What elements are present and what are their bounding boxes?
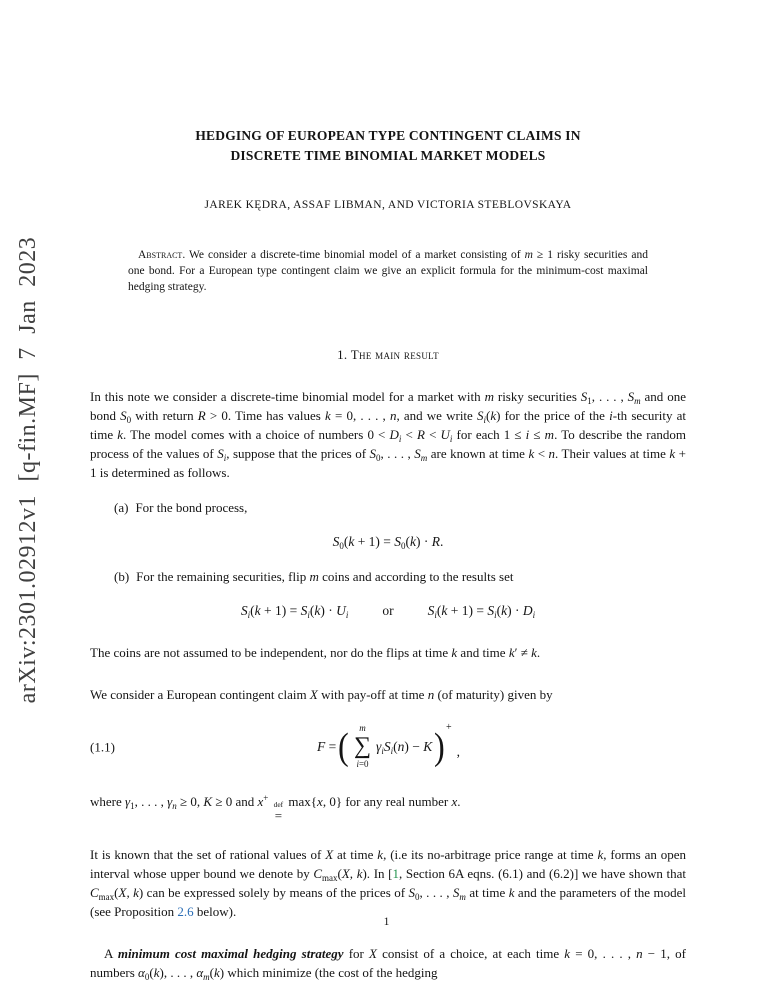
paragraph-rational-values: [90, 845, 686, 921]
equation-1-1-tag: (1.1): [90, 739, 115, 754]
citation-link-1[interactable]: 1: [392, 865, 399, 881]
list-item-b-label: (b): [114, 569, 130, 584]
authors-line: JAREK KĘDRA, ASSAF LIBMAN, AND VICTORIA STEBLOVSKAYA: [204, 199, 572, 211]
p5-text-1: It is known that the set of rational values of X at time k, (i.e its no-arbitrage price range at time k, forms an open interval whose upper bound we denote by $C_{max}(X$, k). In [: [90, 846, 686, 883]
paragraph-model-intro: In this note we consider a discrete-time binomial model for a market with m risky securities $S_1$, . . . , $S_m$ and one bond $S_0$ with return R > 0. Time has values k = 0, . . . , n, and we write $S_i(k)$ for the price of the i-th security at time k. The model comes with a choice of numbers $0 < D_i < R < U_i$ for each 1 ≤ i ≤ m. To describe the random process of the values of $S_i$, suppose that the prices of $S_0$, . . . , $S_m$ are known at time k < n. Their values at time k + 1 is determined as follows.: [90, 389, 687, 480]
p5-text-3: below).: [193, 903, 237, 919]
abstract-text: We consider a discrete-time binomial model of a market consisting of m ≥ 1 risky securities and one bond. For a European type contingent claim we give an explicit formula for the minimum-cost maximal hedging strategy.: [128, 249, 648, 293]
equation-securities-up-down: $S_i(k + 1) = S_i(k) \cdot U_i$ or $S_i(k + 1) = S_i(k) \cdot D_i$: [240, 603, 536, 620]
list-item-a: [90, 498, 686, 517]
abstract: [128, 247, 648, 295]
paper-title: [90, 126, 686, 166]
list-item-a-label: (a): [114, 500, 129, 515]
list-item-b-text: For the remaining securities, flip m coins and according to the results set: [136, 569, 514, 584]
equation-bond-process: $S_0(k + 1) = S_0(k) \cdot R$.: [332, 534, 444, 551]
paper-title-line-2: DISCRETE TIME BINOMIAL MARKET MODELS: [230, 148, 546, 163]
paragraph-min-cost-strategy: A minimum cost maximal hedging strategy for X consist of a choice, at each time k = 0, . . . , n − 1, of numbers $\alpha_0(k)$, . . . , $\alpha_m(k)$ which minimize (the cost of the hedging: [90, 945, 686, 982]
section-heading-1: 1. The main result: [337, 347, 439, 362]
p5-text-2: , Section 6A eqns. (6.1) and (6.2)] we have shown that $C_{max}(X$, k) can be expressed solely by means of the prices of $S_0$, . . . , $S_m$ at time k and the parameters of the model (see Proposition: [90, 865, 686, 919]
abstract-label: Abstract.: [138, 249, 186, 261]
paper-title-line-1: HEDGING OF EUROPEAN TYPE CONTINGENT CLAIMS IN: [195, 128, 581, 143]
paragraph-where-gamma: where $\gamma_1$, . . . , $\gamma_n \ge 0$, K ≥ 0 and x+ def = max{x, 0} for any real number x.: [90, 793, 461, 823]
equation-1-1: [90, 724, 686, 769]
page-number: 1: [383, 916, 390, 928]
list-item-a-text: For the bond process,: [135, 500, 248, 515]
list-item-b: [90, 567, 686, 586]
proposition-2-6-ref-link[interactable]: 2.6: [177, 903, 194, 919]
paragraph-coins: The coins are not assumed to be independent, nor do the flips at time k and time k′ ≠ k.: [90, 645, 541, 660]
paragraph-claim-intro: We consider a European contingent claim X with pay-off at time n (of maturity) given by: [90, 687, 553, 702]
equation-1-1-body: F = ( m ∑ i=0 $\gamma_iS_i(n) - K$ ) + ,: [317, 722, 460, 769]
paper-content: [90, 0, 686, 982]
arxiv-watermark: arXiv:2301.02912v1 [q-fin.MF] 7 Jan 2023: [15, 236, 41, 704]
